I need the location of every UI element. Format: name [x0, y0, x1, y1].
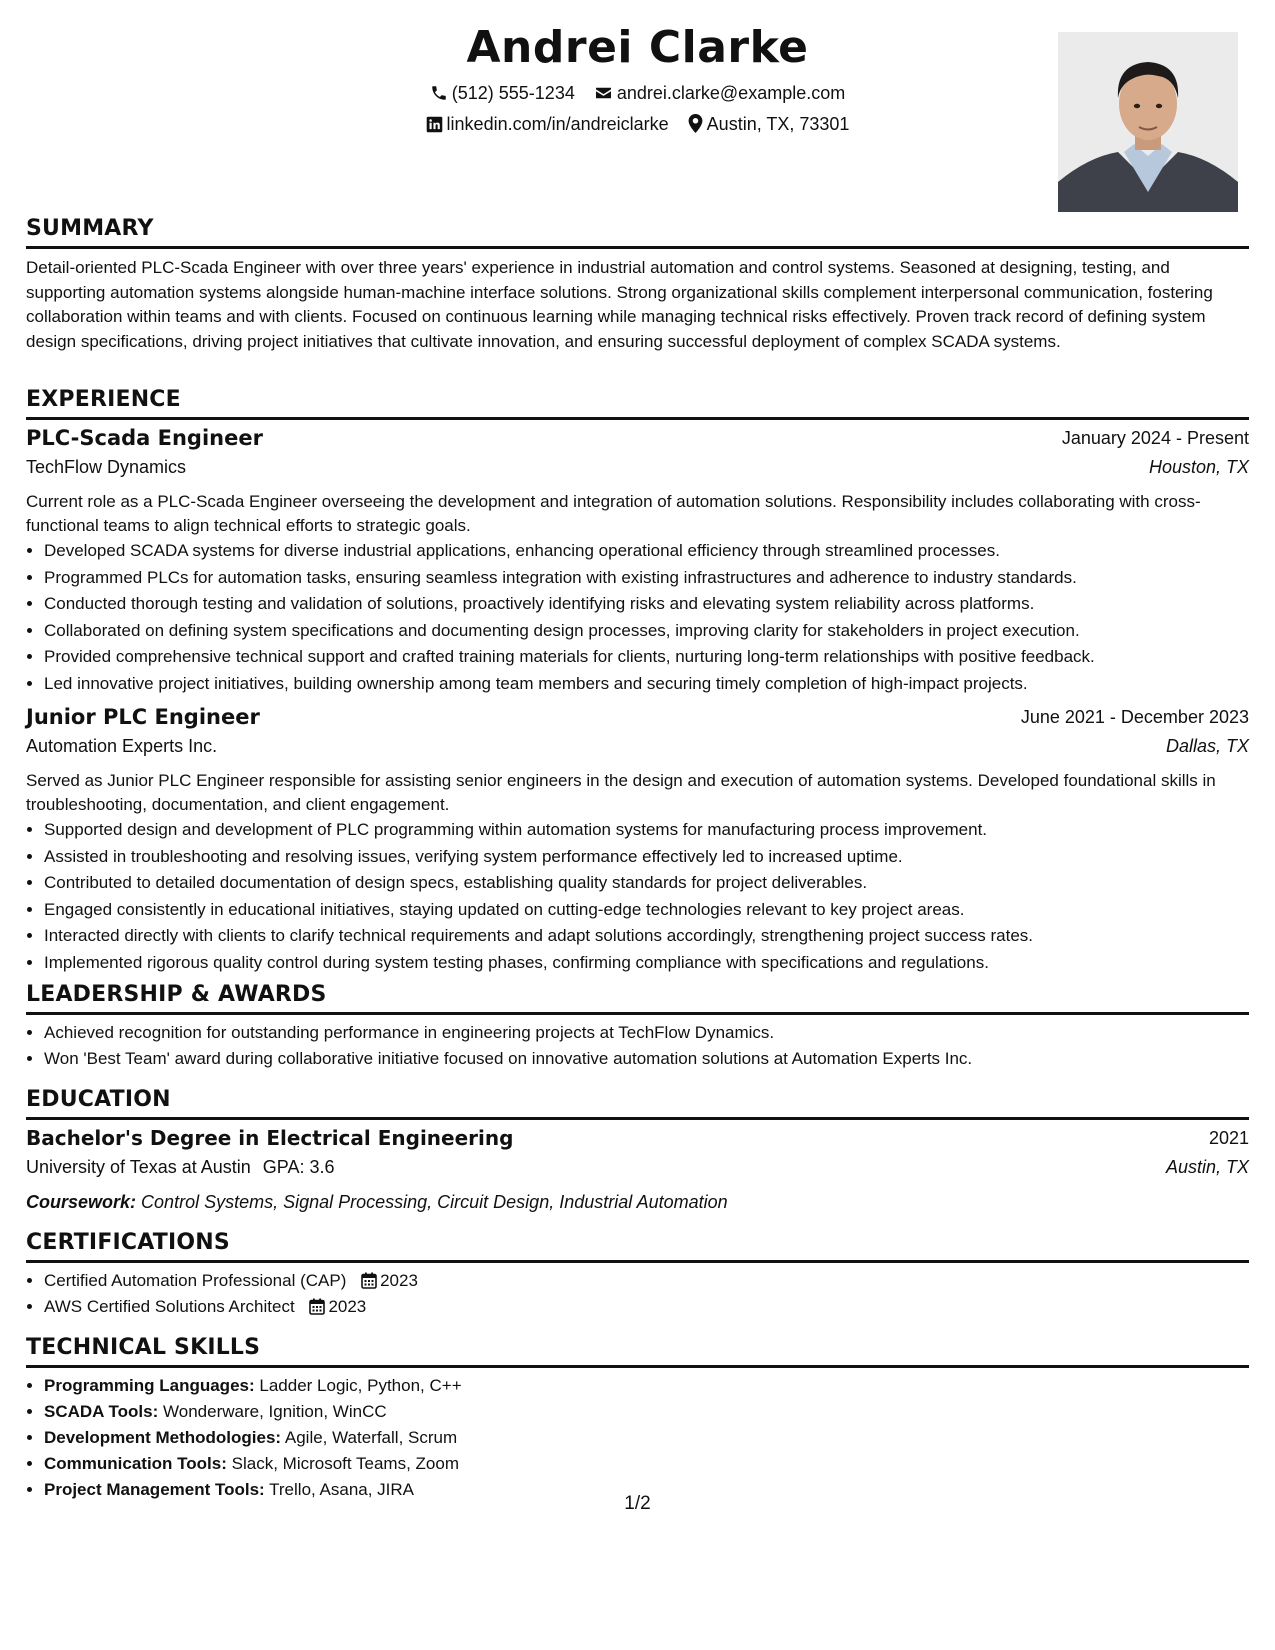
experience-heading: EXPERIENCE [26, 387, 181, 412]
gpa: GPA: 3.6 [262, 1157, 335, 1177]
school-location: Austin, TX [1165, 1157, 1249, 1177]
school-line [26, 1157, 334, 1178]
candidate-name: Andrei Clarke [466, 22, 809, 73]
job-title: PLC-Scada Engineer [26, 426, 263, 450]
education-section [26, 1085, 1249, 1216]
leadership-heading: LEADERSHIP & AWARDS [26, 982, 327, 1007]
location-contact [688, 113, 850, 135]
location-text: Austin, TX, 73301 [706, 114, 850, 135]
list-item [44, 1399, 1249, 1425]
coursework-list: Control Systems, Signal Processing, Circuit Design, Industrial Automation [141, 1192, 728, 1212]
envelope-icon [594, 84, 613, 102]
list-item: • Provided comprehensive technical support and crafted training materials for clients, nurturing long-term relationships with positive feedback. [44, 644, 1249, 671]
list-item: • Programmed PLCs for automation tasks, ensuring seamless integration with existing infrastructures and adherence to industry standards. [44, 565, 1249, 592]
section-divider [26, 246, 1249, 249]
list-item: • Implemented rigorous quality control during system testing phases, confirming compliance with specifications and regulations. [44, 950, 1249, 977]
cert-date [351, 1271, 418, 1290]
section-divider [26, 417, 1249, 420]
resume-header [26, 0, 1249, 220]
leadership-section [26, 980, 1249, 1072]
certifications-list [26, 1268, 1249, 1320]
list-item [44, 1268, 1249, 1294]
education-heading: EDUCATION [26, 1087, 171, 1112]
job-entry [26, 426, 1249, 697]
summary-section [26, 214, 1249, 354]
job-dates: June 2021 - December 2023 [1020, 707, 1249, 727]
linkedin-icon [426, 116, 443, 133]
skills-heading: TECHNICAL SKILLS [26, 1335, 261, 1360]
list-item: • Won 'Best Team' award during collaborative initiative focused on innovative automation solutions at Automation Experts Inc. [44, 1046, 1249, 1072]
list-item [44, 1425, 1249, 1451]
coursework-line [26, 1188, 1249, 1216]
cert-year: 2023 [380, 1271, 418, 1290]
skill-label: Development Methodologies: [44, 1428, 282, 1447]
skill-value: Ladder Logic, Python, C++ [259, 1376, 462, 1395]
cert-name: AWS Certified Solutions Architect [44, 1297, 295, 1316]
coursework-label: Coursework: [26, 1192, 137, 1212]
cert-year: 2023 [328, 1297, 367, 1316]
list-item [44, 1294, 1249, 1320]
list-item: • Collaborated on defining system specifications and documenting design processes, improving clarity for stakeholders in project execution. [44, 618, 1249, 645]
linkedin-text: linkedin.com/in/andreiclarke [446, 114, 669, 135]
job-bullets [26, 538, 1249, 697]
cert-date [299, 1297, 366, 1316]
skill-label: Communication Tools: [44, 1454, 227, 1473]
job-bullets [26, 817, 1249, 976]
list-item: • Contributed to detailed documentation of design specs, establishing quality standards for project deliverables. [44, 870, 1249, 897]
phone-icon [430, 84, 448, 102]
skill-label: Project Management Tools: [44, 1480, 265, 1499]
job-company: TechFlow Dynamics [26, 457, 187, 477]
profile-portrait [1058, 32, 1238, 212]
list-item: • Engaged consistently in educational initiatives, staying updated on cutting-edge technologies relevant to key project areas. [44, 897, 1249, 924]
summary-text: Detail-oriented PLC-Scada Engineer with over three years' experience in industrial automation and control systems. Seasoned at designing, testing, and supporting automation systems alongside human-machine interface solutions. Strong organizational skills complement interpersonal communication, fostering collaboration within teams and with clients. Focused on continuous learning while managing technical risks effectively. Proven track record of defining system design specifications, driving project initiatives that cultivate innovation, and ensuring successful deployment of complex SCADA systems. [26, 258, 1213, 351]
job-company: Automation Experts Inc. [26, 736, 218, 756]
school-name: University of Texas at Austin [26, 1157, 251, 1177]
skills-section [26, 1333, 1249, 1503]
skill-label: SCADA Tools: [44, 1402, 159, 1421]
map-pin-icon [688, 114, 703, 133]
section-divider [26, 1117, 1249, 1120]
job-location: Houston, TX [1148, 457, 1249, 477]
leadership-list [26, 1020, 1249, 1072]
list-item [44, 1373, 1249, 1399]
skill-value: Trello, Asana, JIRA [269, 1480, 415, 1499]
calendar-icon [361, 1272, 377, 1289]
skill-value: Agile, Waterfall, Scrum [284, 1428, 458, 1447]
job-dates: January 2024 - Present [1061, 428, 1249, 448]
job-entry [26, 705, 1249, 976]
list-item: • Interacted directly with clients to clarify technical requirements and adapt solutions accordingly, strengthening project success rates. [44, 923, 1249, 950]
linkedin-contact[interactable] [426, 113, 669, 135]
page-number: 1/2 [624, 1493, 651, 1514]
list-item: • Developed SCADA systems for diverse industrial applications, enhancing operational efficiency through streamlined processes. [44, 538, 1249, 565]
job-description: Current role as a PLC-Scada Engineer overseeing the development and integration of automation solutions. Responsibility includes collaborating with cross-functional teams to align technical efforts to strategic goals. [26, 492, 1201, 535]
phone-text: (512) 555-1234 [451, 83, 575, 104]
skills-list [26, 1373, 1249, 1503]
skill-value: Slack, Microsoft Teams, Zoom [231, 1454, 459, 1473]
section-divider [26, 1260, 1249, 1263]
job-title: Junior PLC Engineer [26, 705, 260, 729]
certifications-heading: CERTIFICATIONS [26, 1230, 230, 1255]
list-item: • Assisted in troubleshooting and resolving issues, verifying system performance effectively led to increased uptime. [44, 844, 1249, 871]
resume-page [26, 0, 1249, 1650]
experience-section [26, 385, 1249, 976]
summary-heading: SUMMARY [26, 216, 154, 241]
section-divider [26, 1012, 1249, 1015]
graduation-year: 2021 [1208, 1128, 1249, 1148]
certifications-section [26, 1228, 1249, 1320]
job-location: Dallas, TX [1165, 736, 1249, 756]
phone-contact[interactable] [430, 82, 575, 104]
degree-title: Bachelor's Degree in Electrical Engineering [26, 1126, 514, 1150]
list-item: • Led innovative project initiatives, building ownership among team members and securing timely completion of high-impact projects. [44, 671, 1249, 698]
section-divider [26, 1365, 1249, 1368]
cert-name: Certified Automation Professional (CAP) [44, 1271, 347, 1290]
list-item [44, 1451, 1249, 1477]
skill-value: Wonderware, Ignition, WinCC [163, 1402, 387, 1421]
list-item: • Conducted thorough testing and validation of solutions, proactively identifying risks and elevating system reliability across platforms. [44, 591, 1249, 618]
skill-label: Programming Languages: [44, 1376, 255, 1395]
calendar-icon [309, 1298, 325, 1315]
job-description: Served as Junior PLC Engineer responsible for assisting senior engineers in the design and execution of automation systems. Developed foundational skills in troubleshooting, documentation, and client engagement. [26, 771, 1216, 814]
list-item: • Supported design and development of PLC programming within automation systems for manufacturing process improvement. [44, 817, 1249, 844]
list-item: • Achieved recognition for outstanding performance in engineering projects at TechFlow Dynamics. [44, 1020, 1249, 1046]
profile-photo [1058, 32, 1238, 212]
email-contact[interactable] [594, 82, 845, 104]
email-text: andrei.clarke@example.com [616, 83, 846, 104]
